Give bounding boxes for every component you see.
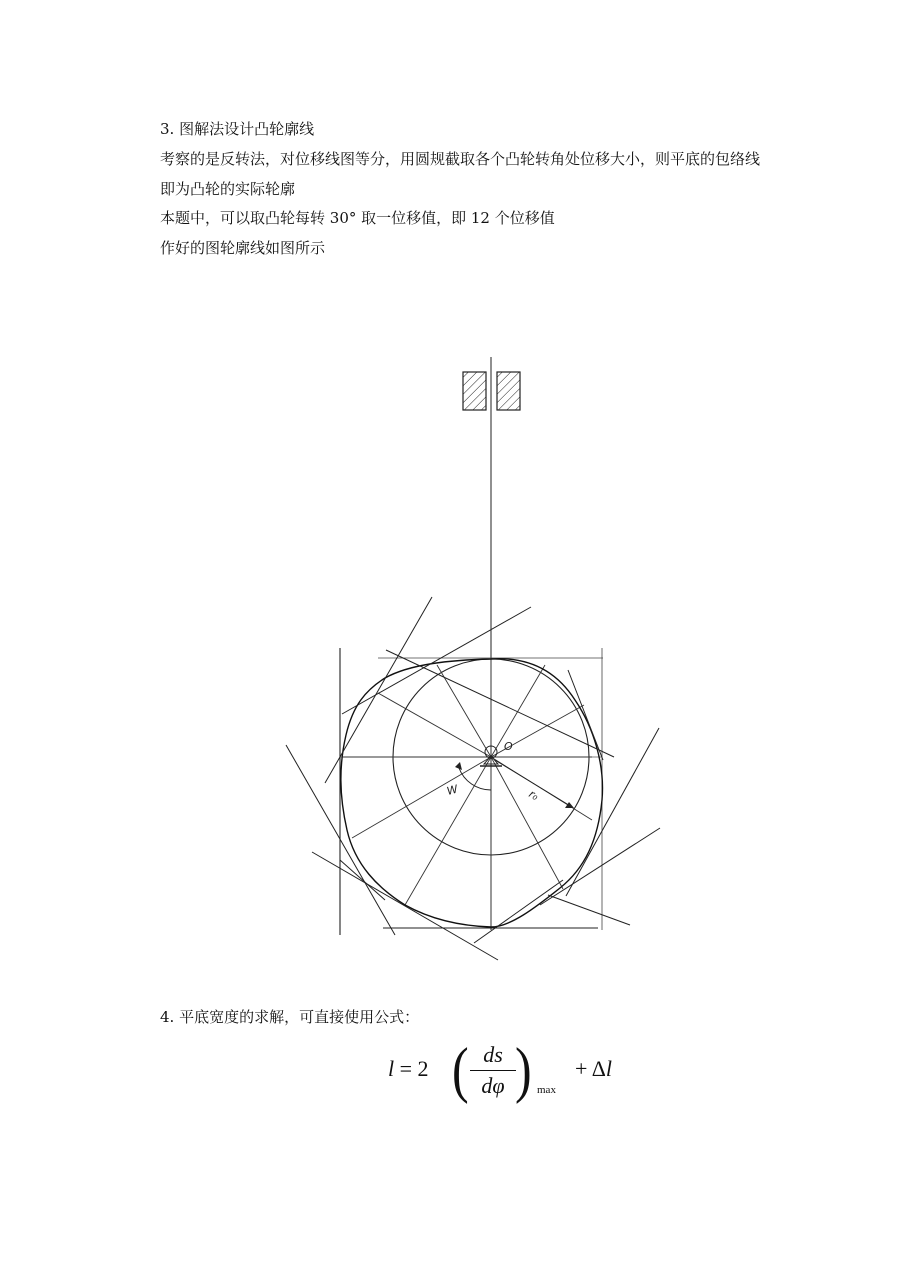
section3-line-2: 即为凸轮的实际轮廓 [160,180,296,198]
formula-equals-coef: = 2 [394,1056,429,1081]
rotation-arrow [459,768,491,790]
guide-block-left [463,372,486,410]
section3-line-3: 本题中，可以取凸轮每转 30° 取一位移值，即 12 个位移值 [160,209,555,227]
rotation-arrowhead [455,762,462,770]
formula-var-l2: l [605,1056,612,1081]
envelope-lines [286,597,660,960]
formula-paren-right: ) [515,1034,532,1104]
formula-fraction [470,1042,516,1099]
cam-profile-curve [341,659,603,927]
formula-numerator: ds [483,1042,503,1067]
formula-paren-left: ( [452,1034,469,1104]
formula-lhs [388,1056,429,1082]
label-center-o: O [504,740,513,753]
radius-arrowhead [565,802,574,808]
formula-plus-delta: + Δ [575,1056,606,1081]
label-radius-r0: r₀ [526,787,541,804]
label-rotation-w: W [445,782,460,798]
section3-heading: 3. 图解法设计凸轮廓线 [160,120,315,138]
section3-line-1: 考察的是反转法，对位移线图等分，用圆规截取各个凸轮转角处位移大小，则平底的包络线 [160,150,761,168]
guide-block-right [497,372,520,410]
formula-rhs [575,1056,612,1082]
formula-var-l: l [388,1056,395,1081]
formula-fraction-bar [470,1070,516,1071]
section4-heading: 4. 平底宽度的求解，可直接使用公式： [160,1008,420,1026]
formula-subscript: max [537,1084,556,1096]
formula-denominator: dφ [481,1073,505,1098]
section3-line-4: 作好的图轮廓线如图所示 [160,239,326,257]
